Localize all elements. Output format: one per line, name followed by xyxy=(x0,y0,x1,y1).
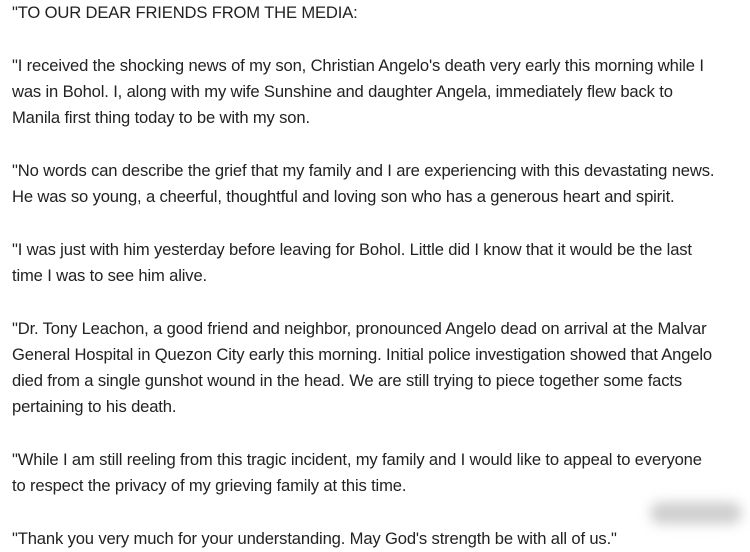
paragraph-line: Manila first thing today to be with my son. xyxy=(12,108,310,127)
paragraph-line: "I was just with him yesterday before leaving for Bohol. Little did I know that it would be the last xyxy=(12,240,692,259)
heading-line: "TO OUR DEAR FRIENDS FROM THE MEDIA: xyxy=(12,3,358,22)
paragraph-line: pertaining to his death. xyxy=(12,397,177,416)
paragraph-line: He was so young, a cheerful, thoughtful and loving son who has a generous heart and spirit. xyxy=(12,187,675,206)
paragraph-thanks xyxy=(12,526,748,552)
paragraph-line: "I received the shocking news of my son, Christian Angelo's death very early this morning while I xyxy=(12,56,704,75)
paragraph-investigation xyxy=(12,316,748,420)
statement-heading xyxy=(12,0,748,26)
paragraph-grief xyxy=(12,158,748,210)
paragraph-line: was in Bohol. I, along with my wife Sunshine and daughter Angela, immediately flew back to xyxy=(12,82,673,101)
paragraph-line: "While I am still reeling from this tragic incident, my family and I would like to appeal to everyone xyxy=(12,450,702,469)
statement-document xyxy=(12,0,748,552)
paragraph-line: to respect the privacy of my grieving family at this time. xyxy=(12,476,407,495)
paragraph-line: died from a single gunshot wound in the head. We are still trying to piece together some facts xyxy=(12,371,683,390)
paragraph-news-received xyxy=(12,53,748,131)
paragraph-line: "Thank you very much for your understanding. May God's strength be with all of us." xyxy=(12,529,617,548)
paragraph-last-seen xyxy=(12,237,748,289)
blurred-watermark xyxy=(650,502,742,524)
paragraph-privacy-appeal xyxy=(12,447,748,499)
paragraph-line: General Hospital in Quezon City early this morning. Initial police investigation showed that Angelo xyxy=(12,345,712,364)
paragraph-line: "No words can describe the grief that my family and I are experiencing with this devastating news. xyxy=(12,161,715,180)
paragraph-line: time I was to see him alive. xyxy=(12,266,207,285)
paragraph-line: "Dr. Tony Leachon, a good friend and neighbor, pronounced Angelo dead on arrival at the Malvar xyxy=(12,319,707,338)
